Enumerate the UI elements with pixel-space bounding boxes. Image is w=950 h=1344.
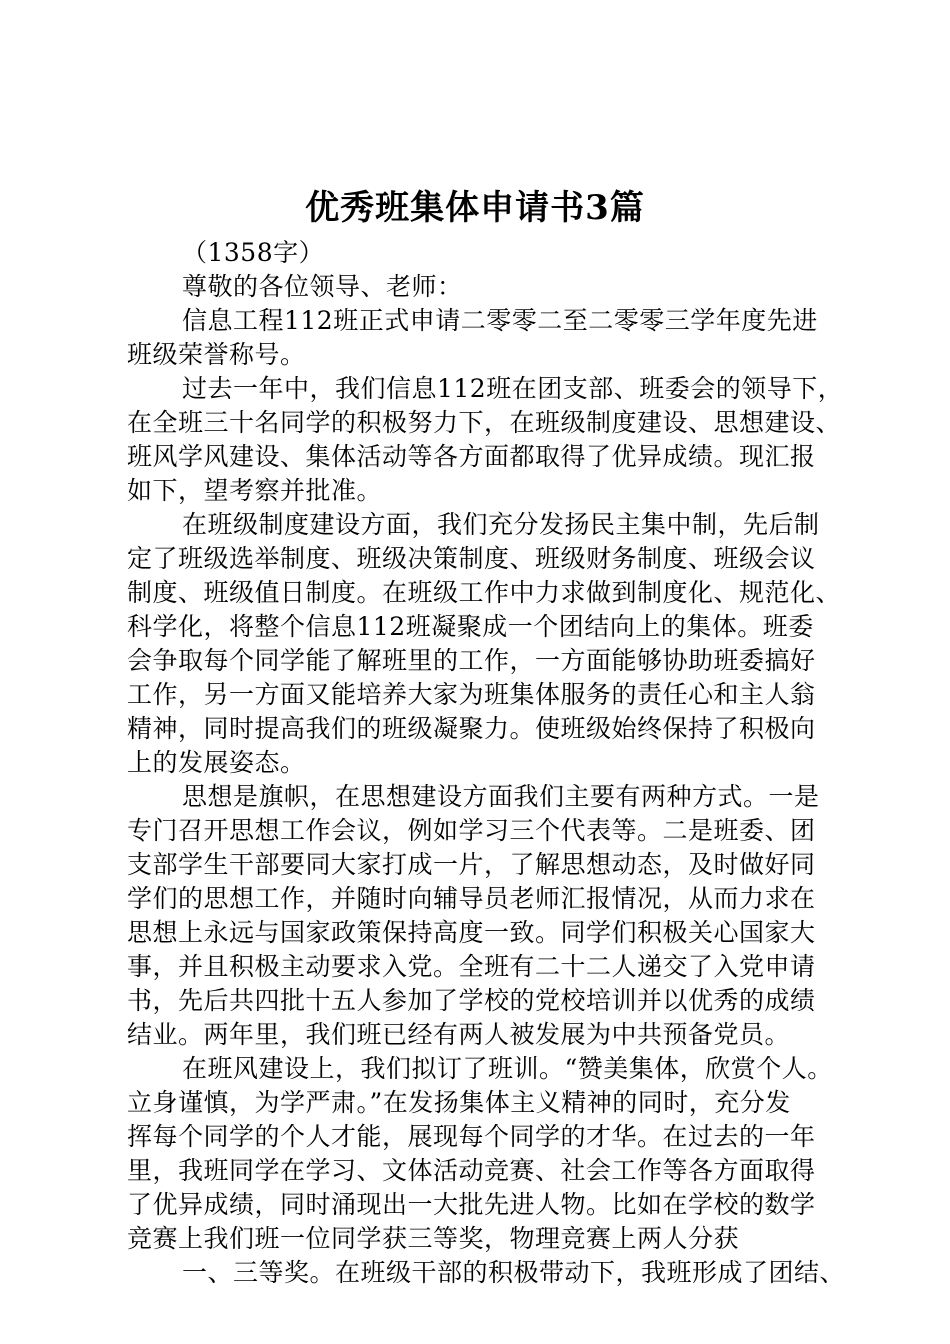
body-line: 里，我班同学在学习、文体活动竞赛、社会工作等各方面取得	[127, 1156, 816, 1185]
body-line: 尊敬的各位领导、老师：	[182, 272, 463, 301]
body-line: 结业。两年里，我们班已经有两人被发展为中共预备党员。	[127, 1020, 791, 1049]
body-line: 在全班三十名同学的积极努力下，在班级制度建设、思想建设、	[127, 408, 842, 437]
body-line: 在班级制度建设方面，我们充分发扬民主集中制，先后制	[182, 510, 820, 539]
body-line: 专门召开思想工作会议，例如学习三个代表等。二是班委、团	[127, 816, 816, 845]
body-line: 事，并且积极主动要求入党。全班有二十二人递交了入党申请	[127, 952, 816, 981]
body-line: 支部学生干部要同大家打成一片，了解思想动态，及时做好同	[127, 850, 816, 879]
body-line: 制度、班级值日制度。在班级工作中力求做到制度化、规范化、	[127, 578, 842, 607]
body-line: 定了班级选举制度、班级决策制度、班级财务制度、班级会议	[127, 544, 816, 573]
body-line: 科学化，将整个信息112班凝聚成一个团结向上的集体。班委	[127, 612, 814, 641]
body-line: 信息工程112班正式申请二零零二至二零零三学年度先进	[182, 306, 818, 335]
body-line: （1358字）	[182, 238, 325, 267]
body-line: 在班风建设上，我们拟订了班训。“赞美集体，欣赏个人。	[182, 1054, 833, 1083]
body-line: 过去一年中，我们信息112班在团支部、班委会的领导下，	[182, 374, 844, 403]
body-line: 精神，同时提高我们的班级凝聚力。使班级始终保持了积极向	[127, 714, 816, 743]
document-title: 优秀班集体申请书3篇	[305, 188, 645, 228]
document-body	[127, 236, 857, 1290]
body-line: 一、三等奖。在班级干部的积极带动下，我班形成了团结、	[182, 1258, 846, 1287]
body-line: 竞赛上我们班一位同学获三等奖，物理竞赛上两人分获	[127, 1224, 740, 1253]
body-line: 班级荣誉称号。	[127, 340, 306, 369]
body-line: 学们的思想工作，并随时向辅导员老师汇报情况，从而力求在	[127, 884, 816, 913]
body-line: 书，先后共四批十五人参加了学校的党校培训并以优秀的成绩	[127, 986, 816, 1015]
body-line: 班风学风建设、集体活动等各方面都取得了优异成绩。现汇报	[127, 442, 816, 471]
body-line: 工作，另一方面又能培养大家为班集体服务的责任心和主人翁	[127, 680, 816, 709]
body-line: 挥每个同学的个人才能，展现每个同学的才华。在过去的一年	[127, 1122, 816, 1151]
body-line: 如下，望考察并批准。	[127, 476, 383, 505]
body-line: 上的发展姿态。	[127, 748, 306, 777]
body-line: 立身谨慎，为学严肃。”在发扬集体主义精神的同时，充分发	[127, 1088, 791, 1117]
body-line: 思想上永远与国家政策保持高度一致。同学们积极关心国家大	[127, 918, 816, 947]
body-line: 会争取每个同学能了解班里的工作，一方面能够协助班委搞好	[127, 646, 816, 675]
body-line: 思想是旗帜，在思想建设方面我们主要有两种方式。一是	[182, 782, 820, 811]
body-line: 了优异成绩，同时涌现出一大批先进人物。比如在学校的数学	[127, 1190, 816, 1219]
